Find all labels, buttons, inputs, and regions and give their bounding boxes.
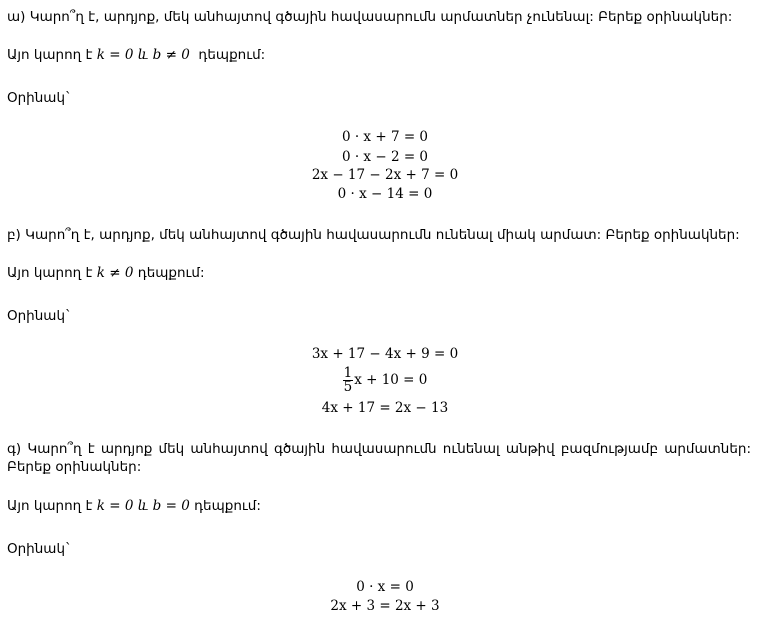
equation-b-2 <box>0 363 758 397</box>
example-label-b: Օրինակ` <box>7 308 72 324</box>
equation-a-4: 0 · x − 14 = 0 <box>337 186 433 202</box>
answer-b-condition: k ≠ 0 <box>96 265 134 281</box>
answer-b <box>7 264 205 282</box>
question-b: բ) Կարո՞ղ է, արդյոք, մեկ անհայտով գծային հավասարումն ունենալ միակ արմատ: Բերեք օրինակներ: <box>7 227 740 243</box>
answer-c <box>7 497 261 515</box>
equation-b-2-rest: x + 10 = 0 <box>354 372 428 388</box>
equation-a-2: 0 · x − 2 = 0 <box>341 149 429 165</box>
equation-c-2: 2x + 3 = 2x + 3 <box>330 598 440 614</box>
equation-b-3: 4x + 17 = 2x − 13 <box>321 400 449 416</box>
answer-c-suffix: դեպքում: <box>194 498 261 514</box>
answer-c-prefix: Այո կարող է <box>7 498 93 514</box>
fraction-one-fifth <box>343 367 354 394</box>
equation-a-3: 2x − 17 − 2x + 7 = 0 <box>311 167 459 183</box>
question-c: գ) Կարո՞ղ է արդյոք մեկ անհայտով գծային հավասարումն ունենալ անթիվ բազմությամբ արմատներ: Բերեք օրինակներ: <box>7 441 751 475</box>
equation-c-1: 0 · x = 0 <box>356 579 414 595</box>
answer-a-suffix: դեպքում: <box>198 47 266 63</box>
answer-c-condition: k = 0 և b = 0 <box>96 498 190 514</box>
answer-a <box>7 46 265 64</box>
question-a: ա) Կարո՞ղ է, արդյոք, մեկ անհայտով գծային հավասարումն արմատներ չունենալ: Բերեք օրինակներ: <box>7 9 733 25</box>
fraction-denominator: 5 <box>343 379 353 395</box>
example-label-a: Օրինակ` <box>7 90 72 106</box>
fraction-numerator: 1 <box>343 365 353 381</box>
answer-a-condition: k = 0 և b ≠ 0 <box>96 47 190 63</box>
equation-a-1: 0 · x + 7 = 0 <box>341 129 429 145</box>
answer-a-prefix: Այո կարող է <box>7 47 93 63</box>
answer-b-prefix: Այո կարող է <box>7 265 93 281</box>
equation-b-1: 3x + 17 − 4x + 9 = 0 <box>311 346 459 362</box>
answer-b-suffix: դեպքում: <box>137 265 205 281</box>
example-label-c: Օրինակ` <box>7 541 72 557</box>
